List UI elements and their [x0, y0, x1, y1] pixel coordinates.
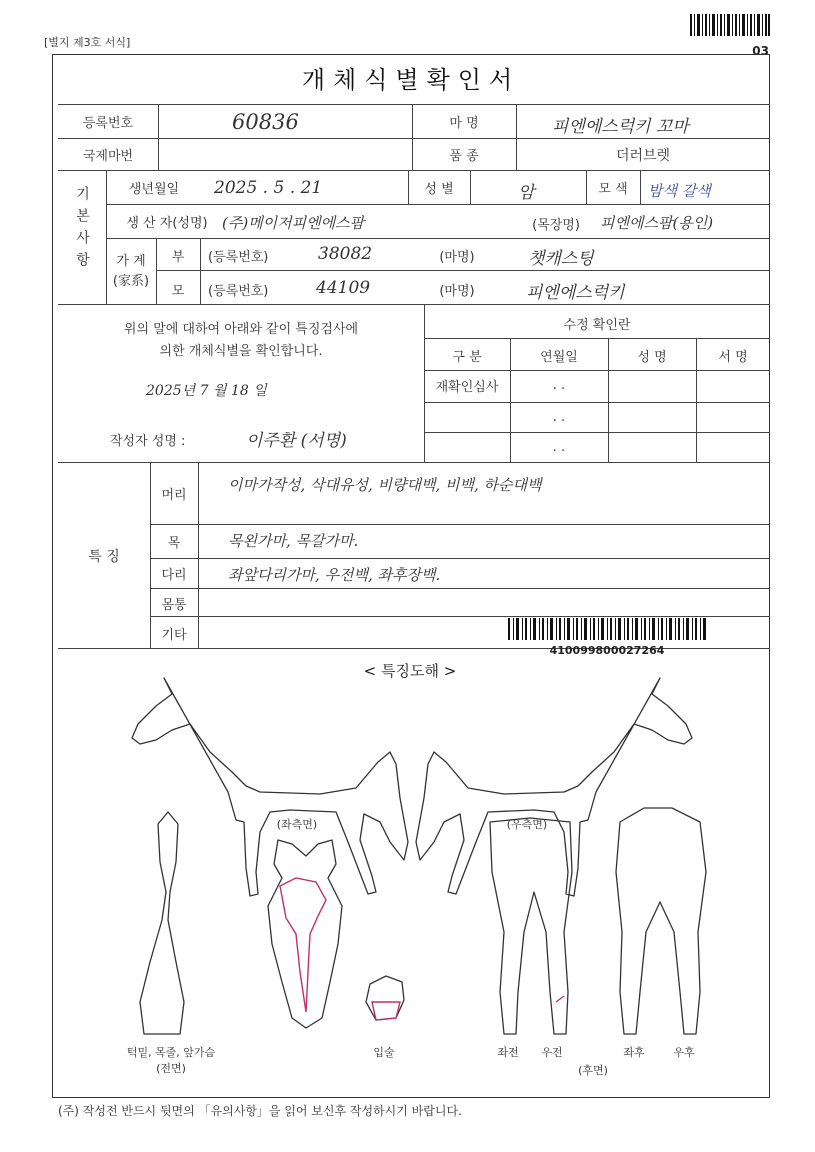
caption-fore-right: 우전 [541, 1046, 563, 1059]
basic-section-text: 기본사항 [74, 186, 90, 274]
dam-label: 모 [171, 284, 185, 299]
feature-neck-value: 목왼가마, 목갈가마. [228, 532, 359, 550]
diagram-title: < 특징도해 > [363, 662, 457, 680]
color-label: 모 색 [598, 182, 628, 197]
features-section-label: 특 징 [88, 549, 120, 565]
revision-row-3-date: . . [552, 440, 566, 455]
feature-head-label: 머리 [161, 488, 187, 503]
revision-header-date: 연월일 [540, 350, 578, 365]
revision-title: 수정 확인란 [563, 318, 631, 333]
sire-reg-value: 38082 [318, 244, 373, 264]
caption-left-side: (좌측면) [276, 818, 318, 831]
caption-front-sub: (전면) [156, 1062, 186, 1075]
caption-hind-right: 우후 [673, 1046, 695, 1059]
revision-row-1-date: . . [552, 378, 566, 393]
left-side-horse [132, 678, 408, 896]
revision-row-1-type: 재확인심사 [435, 380, 499, 395]
sex-label: 성 별 [424, 182, 454, 197]
front-view-neck [140, 812, 184, 1034]
intl-number-label: 국제마번 [82, 149, 134, 164]
birth-label: 생년월일 [128, 182, 180, 197]
confirm-statement-1: 위의 말에 대하여 아래와 같이 특징검사에 [123, 322, 359, 337]
caption-rear-sub: (후면) [578, 1064, 608, 1077]
horse-name-label: 마 명 [449, 116, 479, 131]
revision-header-sign: 서 명 [718, 350, 748, 365]
form-title: 개체식별확인서 [301, 66, 521, 94]
rear-view [616, 808, 706, 1034]
caption-lips: 입술 [373, 1046, 395, 1059]
feature-leg-value: 좌앞다리가마, 우전백, 좌후장백. [228, 566, 441, 584]
sire-label: 부 [171, 250, 185, 265]
dam-name-label: (마명) [439, 284, 475, 299]
caption-hind-left: 좌후 [623, 1046, 645, 1059]
feature-other-label: 기타 [161, 628, 187, 643]
sex-value: 암 [518, 183, 535, 203]
dam-reg-value: 44109 [316, 278, 371, 298]
revision-header-type: 구 분 [452, 350, 482, 365]
breeder-label: 생 산 자(성명) [126, 216, 208, 231]
forelegs-view [490, 818, 572, 1034]
head-marking [280, 878, 326, 1012]
writer-signature: 이주환 (서명) [246, 431, 347, 451]
farm-value: 피엔에스팜(용인) [600, 214, 714, 232]
lineage-hanja: (家系) [112, 274, 150, 289]
feature-body-label: 몸통 [161, 598, 187, 613]
color-value: 밤색 갈색 [648, 182, 711, 200]
registration-label: 등록번호 [82, 116, 134, 131]
sticker-barcode [508, 618, 706, 640]
revision-header-name: 성 명 [637, 350, 667, 365]
writer-label: 작성자 성명 : [110, 434, 186, 449]
confirm-statement-2: 의한 개체식별을 확인합니다. [159, 344, 323, 359]
front-view-head [268, 840, 342, 1028]
breed-label: 품 종 [449, 149, 479, 164]
right-side-horse [416, 678, 692, 896]
basic-section-label [64, 186, 100, 282]
leg-marking [556, 996, 564, 1002]
page-number: 03 [752, 44, 769, 58]
sire-name-label: (마명) [439, 250, 475, 265]
lips-view [366, 976, 404, 1020]
horse-diagram [60, 672, 764, 1092]
dam-name: 피엔에스럭키 [526, 283, 625, 303]
lineage-label: 가 계 [116, 254, 146, 269]
sire-name: 챗캐스팅 [528, 249, 594, 269]
dam-reg-label: (등록번호) [208, 284, 269, 299]
registration-number: 60836 [232, 110, 299, 134]
sticker-number: 410099800027264 [549, 644, 665, 657]
top-barcode [690, 14, 770, 36]
breed-value: 더러브렛 [615, 148, 671, 164]
feature-neck-label: 목 [167, 536, 181, 551]
caption-front: 턱밑, 목줄, 앞가슴 [126, 1046, 216, 1059]
farm-label: (목장명) [532, 218, 580, 233]
sire-reg-label: (등록번호) [208, 250, 269, 265]
form-number: [별지 제3호 서식] [44, 36, 131, 49]
confirm-date: 2025년 7 월 18 일 [146, 383, 267, 399]
feature-head-value: 이마가작성, 삭대유성, 비량대백, 비백, 하순대백 [228, 476, 542, 494]
notice-text: (주) 작성전 반드시 뒷면의 「유의사항」을 읽어 보신후 작성하시기 바랍니다. [58, 1104, 462, 1118]
caption-fore-left: 좌전 [497, 1046, 519, 1059]
feature-leg-label: 다리 [161, 568, 187, 583]
birth-value: 2025 . 5 . 21 [214, 178, 323, 198]
horse-name: 피엔에스럭키 꼬마 [552, 117, 689, 137]
caption-right-side: (우측면) [506, 818, 548, 831]
lips-marking [372, 1002, 400, 1020]
breeder-value: (주)메이저피엔에스팜 [222, 214, 365, 232]
revision-row-2-date: . . [552, 410, 566, 425]
